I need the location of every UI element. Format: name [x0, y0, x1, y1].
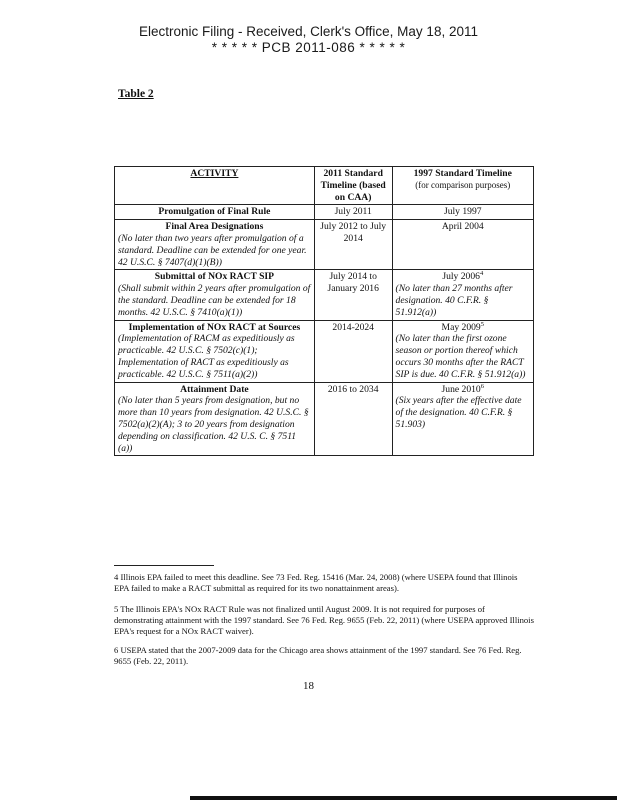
activity-title: Promulgation of Final Rule — [158, 206, 271, 218]
timeline-1997-cell — [392, 320, 533, 382]
timeline-2011-cell: July 2012 to July 2014 — [314, 220, 392, 270]
timeline-1997-note: (No later than 27 months after designation. 40 C.F.R. § 51.912(a)) — [395, 283, 513, 318]
footnote-6: 6 USEPA stated that the 2007-2009 data for the Chicago area shows attainment of the 1997 standard. See 76 Fed. Reg. 9655 (Feb. 22, 2011). — [114, 645, 522, 666]
activity-note: (No later than two years after promulgation of a standard. Deadline can be extended for one year. 42 U.S.C. § 7407(d)(1)(B)) — [118, 232, 307, 268]
footnote-ref: 5 — [480, 320, 484, 328]
activity-note: (Shall submit within 2 years after promulgation of the standard. Deadline can be extended for 18 months. 42 U.S.C. § 7410(a)(1)) — [118, 283, 311, 318]
timeline-1997-note: (Six years after the effective date of the designation. 40 C.F.R. § 51.903) — [395, 395, 522, 430]
timeline-1997-date: June 2010 — [441, 383, 481, 395]
timeline-2011-cell: July 2011 — [314, 205, 392, 220]
timeline-2011-cell: 2016 to 2034 — [314, 382, 392, 456]
timeline-1997-date: July 2006 — [442, 271, 480, 283]
table-row — [115, 220, 534, 270]
timeline-1997-date-line — [396, 271, 530, 283]
footnote-ref: 6 — [480, 382, 484, 390]
footnote-4: 4 Illinois EPA failed to meet this deadline. See 73 Fed. Reg. 15416 (Mar. 24, 2008) (where USEPA found that Illinois EPA failed to make a RACT submittal as required for its two nonattainment areas). — [114, 572, 518, 593]
activity-title: Submittal of NOx RACT SIP — [154, 271, 275, 283]
activity-cell — [115, 205, 315, 220]
header-2011-standard: 2011 Standard Timeline (based on CAA) — [314, 167, 392, 205]
timeline-1997-cell — [392, 382, 533, 456]
scan-edge-bar — [190, 796, 617, 800]
timeline-1997-note: (No later than the first ozone season or portion thereof which occurs 30 months after the RACT SIP is due. 40 C.F.R. § 51.912(a)) — [395, 333, 526, 380]
timeline-1997-cell — [392, 205, 533, 220]
table-header-row — [115, 167, 534, 205]
activity-title: Implementation of NOx RACT at Sources — [128, 321, 301, 333]
activity-title: Attainment Date — [180, 383, 249, 395]
timeline-1997-date: May 2009 — [441, 321, 481, 333]
timeline-2011-cell: July 2014 to January 2016 — [314, 270, 392, 320]
timeline-1997-cell — [392, 220, 533, 270]
footnote-ref: 4 — [479, 270, 484, 278]
activity-cell — [115, 382, 315, 456]
timeline-1997-date: July 1997 — [443, 206, 482, 218]
page-number: 18 — [303, 680, 314, 692]
footnote-5: 5 The Illinois EPA's NOx RACT Rule was not finalized until August 2009. It is not required for purposes of demonstrating attainment with the 1997 standard. See 76 Fed. Reg. 9655 (Feb. 22, 2011) (where USEPA approved Illinois EPA's request for a NOx RACT waiver). — [114, 604, 534, 636]
timeline-2011-cell: 2014-2024 — [314, 320, 392, 382]
timeline-1997-date: April 2004 — [441, 221, 484, 233]
table-row — [115, 382, 534, 456]
table-label: Table 2 — [118, 88, 154, 100]
header-1997-subtitle: (for comparison purposes) — [415, 179, 511, 190]
timeline-1997-cell — [392, 270, 533, 320]
activity-cell — [115, 220, 315, 270]
activity-note: (No later than 5 years from designation, but no more than 10 years from designation. 42 U.S.C. § 7502(a)(2)(A); 3 to 20 years from designation depending on classification. 42 U.S. C. § 7511 (a)) — [118, 395, 309, 454]
timeline-1997-date-line — [396, 322, 530, 334]
table-row — [115, 320, 534, 382]
header-1997-standard — [392, 167, 533, 205]
footnote-divider — [114, 565, 214, 566]
filing-stamp-line1: Electronic Filing - Received, Clerk's Office, May 18, 2011 — [139, 24, 478, 39]
table-row — [115, 270, 534, 320]
filing-stamp-line2: * * * * * PCB 2011-086 * * * * * — [211, 40, 406, 55]
timeline-1997-date-line — [396, 384, 530, 396]
activity-note: (Implementation of RACM as expeditiously as practicable. 42 U.S.C. § 7502(c)(1); Implementation of RACT as expeditiously as practicable. 42 U.S.C. § 7511(a)(2)) — [118, 333, 295, 380]
timeline-table — [114, 166, 534, 456]
header-1997-title: 1997 Standard Timeline — [413, 168, 512, 179]
activity-cell — [115, 320, 315, 382]
table-row — [115, 205, 534, 220]
header-activity: ACTIVITY — [115, 167, 315, 205]
activity-title: Final Area Designations — [165, 221, 264, 233]
activity-cell — [115, 270, 315, 320]
